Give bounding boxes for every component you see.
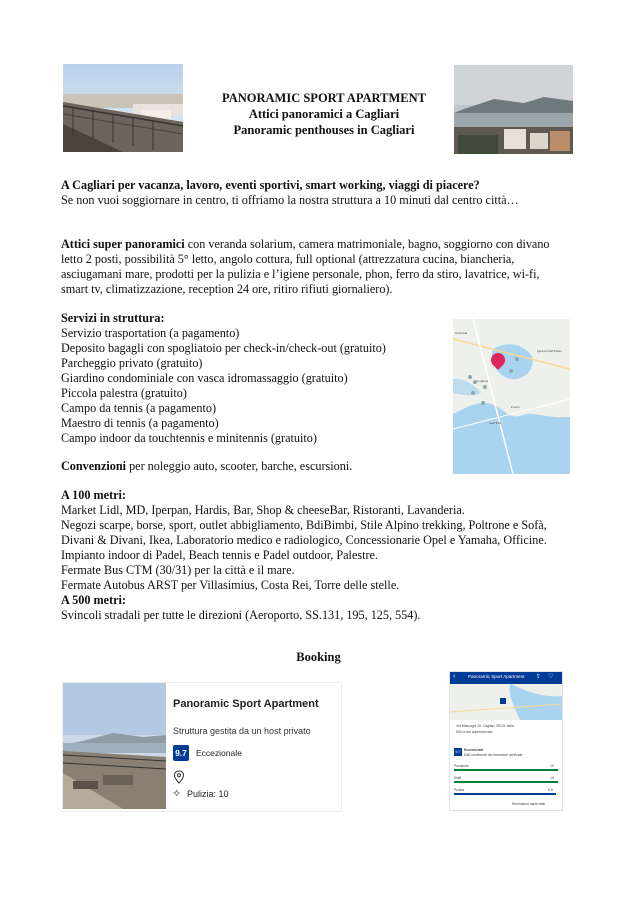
nearby-line: Market Lidl, MD, Iperpan, Hardis, Bar, Shop & cheeseBar, Ristoranti, Lavanderia.	[61, 503, 465, 517]
cleanliness-score: Pulizia: 10	[187, 789, 229, 799]
rating-bar	[454, 769, 558, 771]
service-item: Giardino condominiale con vasca idromassaggio (gratuito)	[61, 371, 348, 385]
rating-bar-fill	[454, 769, 558, 771]
card-photo	[63, 683, 166, 809]
description-line1: con veranda solarium, camera matrimoniale, bagno, soggiorno con divano	[184, 237, 550, 251]
location-map	[453, 319, 570, 474]
service-item: Deposito bagagli con spogliatoio per check-in/check-out (gratuito)	[61, 341, 386, 355]
mobile-score-label: Eccezionale	[464, 748, 484, 752]
service-item: Piccola palestra (gratuito)	[61, 386, 187, 400]
nearby-line: Impianto indoor di Padel, Beach tennis e Padel outdoor, Palestre.	[61, 548, 378, 562]
rating-bar	[454, 781, 558, 783]
share-icon[interactable]: ⇪	[536, 674, 542, 680]
host-info: Struttura gestita da un host privato	[173, 726, 311, 736]
conventions-lead: Convenzioni	[61, 459, 127, 473]
terrace-photo-left	[63, 64, 183, 152]
mobile-address: Via Mascagni 26, Cagliari, 09131 Italia	[456, 724, 514, 728]
review-score-badge: 9.7	[173, 745, 189, 761]
rating-value: 10	[550, 764, 554, 768]
nearby-500-text: Svincoli stradali per tutte le direzioni (Aeroporto, SS.131, 195, 125, 554).	[61, 608, 421, 622]
review-score-label: Eccezionale	[196, 748, 242, 758]
description-line4: smart tv, climatizzazione, reception 24 ore, ritiro rifiuti giornaliero).	[61, 282, 393, 296]
mobile-map	[450, 684, 562, 720]
mobile-distance: 500 m dal supermercato	[456, 730, 493, 734]
header-block	[190, 90, 458, 138]
intro-lead: A Cagliari per vacanza, lavoro, eventi sportivi, smart working, viaggi di piacere?	[61, 178, 480, 192]
rating-label: Staff	[454, 776, 461, 780]
map-label: Sant'Elia	[489, 421, 502, 425]
services-block	[61, 311, 451, 446]
back-arrow-icon[interactable]: ‹	[453, 673, 456, 680]
property-name[interactable]: Panoramic Sport Apartment	[173, 698, 319, 710]
conventions-text: per noleggio auto, scooter, barche, escursioni.	[126, 459, 353, 473]
rating-label: Pulizia	[454, 788, 464, 792]
service-item: Maestro di tennis (a pagamento)	[61, 416, 219, 430]
location-pin-icon[interactable]	[173, 770, 185, 784]
nearby-line: Fermate Bus CTM (30/31) per la città e il mare.	[61, 563, 295, 577]
service-item: Campo da tennis (a pagamento)	[61, 401, 217, 415]
rating-value: 10	[550, 776, 554, 780]
map-label: Cagliari	[477, 379, 488, 383]
heart-icon[interactable]: ♡	[548, 674, 554, 680]
service-item: Campo indoor da touchtennis e minitennis (gratuito)	[61, 431, 317, 445]
page-title: PANORAMIC SPORT APARTMENT	[222, 91, 426, 105]
rating-bar	[454, 793, 558, 795]
mobile-score-note: Dati confermati da recensioni verificate	[464, 753, 523, 757]
rating-bar-fill	[454, 781, 558, 783]
nearby-line: Fermate Autobus ARST per Villasimius, Costa Rei, Torre delle stelle.	[61, 578, 400, 592]
service-item: Parcheggio privato (gratuito)	[61, 356, 203, 370]
intro-block	[61, 178, 581, 208]
subtitle-english: Panoramic penthouses in Cagliari	[233, 123, 415, 137]
description-block	[61, 237, 581, 297]
description-lead: Attici super panoramici	[61, 237, 185, 251]
nearby-line: Divani & Divani, Ikea, Laboratorio medico e radiologico, Concessionarie Opel e Yamaha, Officine.	[61, 533, 547, 547]
map-label: Poetto	[511, 405, 520, 409]
booking-title: Booking	[296, 650, 341, 664]
cleaning-icon: ✧	[172, 788, 182, 800]
map-label: Quartu Sant'Elena	[537, 349, 562, 353]
intro-text: Se non vuoi soggiornare in centro, ti offriamo la nostra struttura a 10 minuti dal centro città…	[61, 193, 519, 207]
rating-value: 9.8	[548, 788, 553, 792]
conventions-block	[61, 459, 581, 474]
mobile-property-name: Panoramic Sport Apartment	[468, 674, 525, 679]
sea-view-photo-right	[454, 65, 573, 154]
rating-bar-fill	[454, 793, 556, 795]
map-label: Su Pardu	[455, 331, 468, 335]
mobile-score-badge: 9.7	[455, 750, 461, 754]
service-item: Servizio trasportation (a pagamento)	[61, 326, 240, 340]
services-heading: Servizi in struttura:	[61, 311, 165, 325]
nearby-block	[61, 488, 581, 623]
booking-mobile-screenshot	[449, 671, 563, 811]
nearby-line: Negozi scarpe, borse, sport, outlet abbigliamento, BdiBimbi, Stile Alpino trekking, Poltrone e Sofà,	[61, 518, 547, 532]
mobile-footer: Recensioni ospiti reali	[512, 802, 545, 806]
nearby-500-heading: A 500 metri:	[61, 593, 126, 607]
nearby-100-heading: A 100 metri:	[61, 488, 126, 502]
description-line3: asciugamani mare, prodotti per la pulizia e l’igiene personale, phon, ferro da stiro, lavatrice, wi-fi,	[61, 267, 540, 281]
booking-card[interactable]	[62, 682, 342, 812]
rating-label: Posizione	[454, 764, 469, 768]
subtitle-italian: Attici panoramici a Cagliari	[248, 107, 400, 121]
description-line2: letto 2 posti, possibilità 5° letto, angolo cottura, full optional (attrezzatura cucina, biancheria,	[61, 252, 515, 266]
